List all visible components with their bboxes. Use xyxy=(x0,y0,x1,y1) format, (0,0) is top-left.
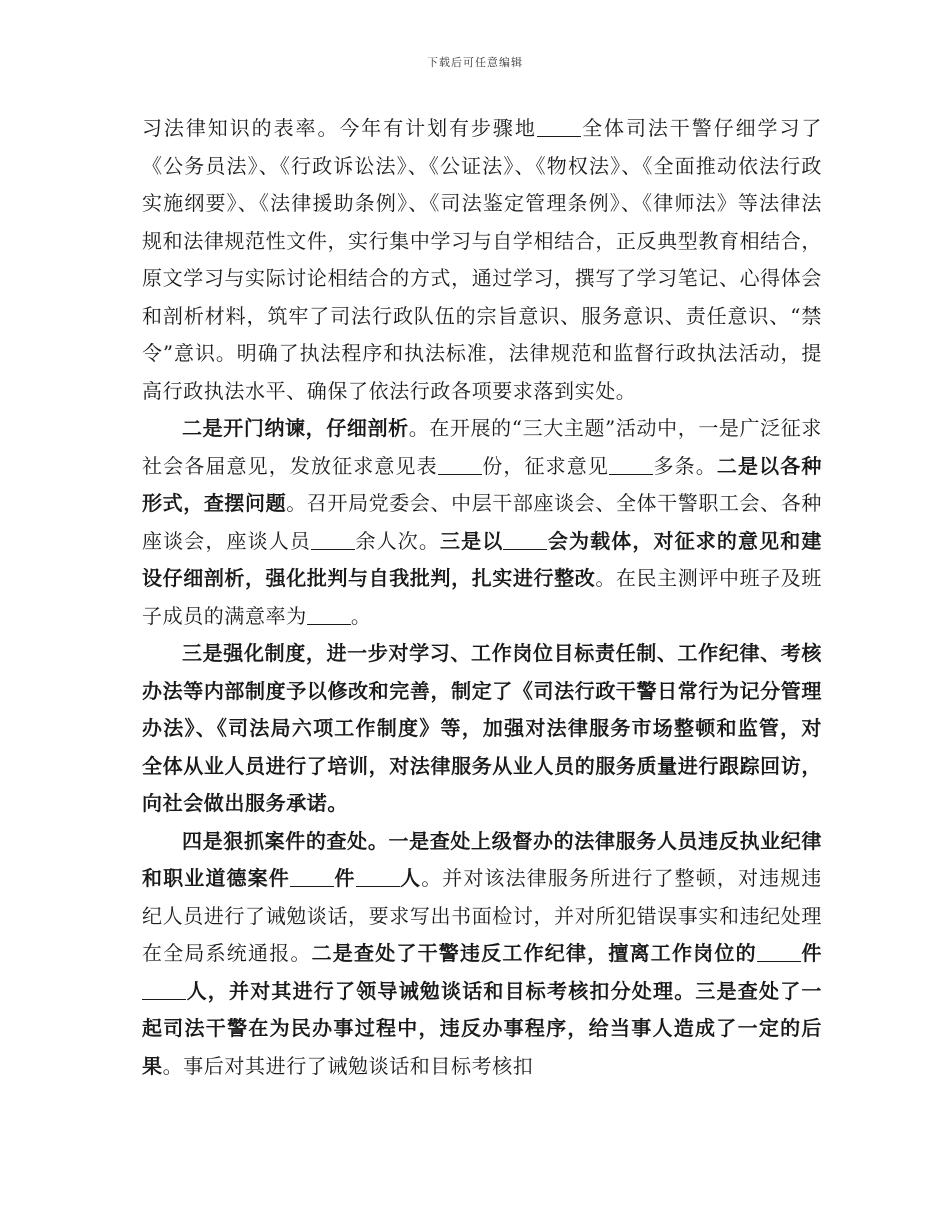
bold-text-run: 二是查处了干警违反工作纪律，擅离工作岗位的 xyxy=(311,941,757,965)
text-run: 。在开展的“三大主题”活动中，一是广泛征求社会各届意见，发放征求意见表 xyxy=(142,416,822,478)
fill-in-blank xyxy=(438,454,482,475)
text-run: 习法律知识的表率。今年有计划有步骤地 xyxy=(142,116,537,140)
bold-text-run: 二是以各种形式，查摆问题 xyxy=(142,453,822,515)
fill-in-blank xyxy=(307,604,351,625)
text-run: 余人次。 xyxy=(354,528,440,553)
bold-text-run: 三是以 xyxy=(440,528,504,553)
text-run: 多条。 xyxy=(653,453,717,478)
text-run: 。在民主测评中班子及班子成员的满意率为 xyxy=(142,566,823,628)
bold-text-run: 件 xyxy=(333,866,356,890)
bold-text-run: 三是强化制度 xyxy=(182,641,306,665)
bold-text-run: 人 xyxy=(399,866,422,890)
fill-in-blank xyxy=(290,866,334,887)
bold-text-run: 会为载体，对征求的意见和建设仔细剖析，强化批判与自我批判，扎实进行整改 xyxy=(142,528,822,590)
fill-in-blank xyxy=(757,941,801,962)
bold-text-run: 人，并对其进行了领导诫勉谈话和目标考核扣分处理。三是查处了一起司法干警在为民办事过程中，违反办事程序，给当事人造成了一定的后果 xyxy=(142,978,822,1078)
text-run: 。并对该法律服务所进行了整顿，对违规违纪人员进行了诫勉谈话，要求写出书面检讨，并对所犯错误事实和违纪处理在全局系统通报。 xyxy=(142,866,823,965)
bold-text-run: ，进一步对学习、工作岗位目标责任制、工作纪律、考核办法等内部制度予以修改和完善，制定了《司法行政干警日常行为记分管理办法》、《司法局六项工作制度》等，加强对法律服务市场整顿和监管，对全体从业人员进行了培训，对法律服务从业人员的服务质量进行跟踪回访，向社会做出服务承诺。 xyxy=(142,641,823,815)
fill-in-blank xyxy=(356,866,400,887)
text-run: 份，征求意见 xyxy=(481,453,609,478)
page-header: 下载后可任意编辑 xyxy=(427,56,523,69)
paragraph-1 xyxy=(142,110,822,410)
paragraph-2 xyxy=(142,410,822,635)
bold-text-run: 四是狠抓案件的查处 xyxy=(182,828,368,853)
text-run: 。召开局党委会、中层干部座谈会、全体干警职工会、各种座谈会，座谈人员 xyxy=(142,491,822,553)
document-body xyxy=(142,110,822,1085)
text-run: 。 xyxy=(350,603,372,628)
paragraph-3 xyxy=(142,635,822,823)
text-run: 全体司法干警仔细学习了《公务员法》、《行政诉讼法》、《公证法》、《物权法》、《全面推动依法行政实施纲要》、《法律援助条例》、《司法鉴定管理条例》、《律师法》等法律法规和法律规范性文件，实行集中学习与自学相结合，正反典型教育相结合，原文学习与实际讨论相结合的方式，通过学习，撰写了学习笔记、心得体会和剖析材料，筑牢了司法行政队伍的宗旨意识、服务意识、责任意识、“禁令”意识。明确了执法程序和执法标准，法律规范和监督行政执法活动，提高行政执法水平、确保了依法行政各项要求落到实处。 xyxy=(142,116,822,403)
paragraph-4 xyxy=(142,823,822,1086)
bold-text-run: 。一是查处上级督办的法律服务人员违反执业纪律和职业道德案件 xyxy=(142,828,823,890)
fill-in-blank xyxy=(609,454,653,475)
fill-in-blank xyxy=(537,116,581,137)
fill-in-blank xyxy=(142,979,186,1000)
bold-text-run: 件 xyxy=(800,941,822,965)
fill-in-blank xyxy=(503,529,547,550)
text-run: 。事后对其进行了诫勉谈话和目标考核扣 xyxy=(162,1053,534,1078)
bold-text-run: 二是开门纳谏，仔细剖析 xyxy=(182,416,409,440)
fill-in-blank xyxy=(311,529,355,550)
